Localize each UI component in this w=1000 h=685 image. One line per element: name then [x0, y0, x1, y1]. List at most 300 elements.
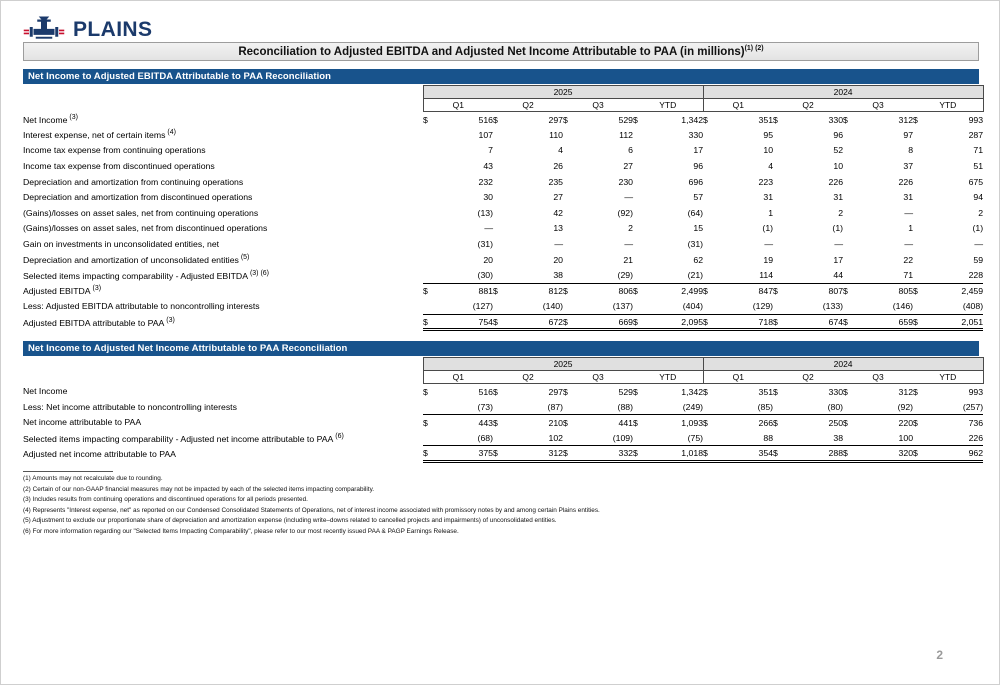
cell-value: 114: [759, 269, 774, 280]
cell-value: 17: [833, 254, 844, 265]
cell-value: 805: [859, 283, 913, 299]
currency-symbol: [843, 174, 859, 190]
cell-value: —: [484, 223, 493, 234]
currency-symbol: [563, 158, 579, 174]
cell-value: 1,018: [649, 446, 703, 462]
cell-value: 674: [789, 314, 843, 330]
currency-symbol: [493, 174, 509, 190]
cell-value: 13: [553, 223, 563, 234]
header-spacer: [23, 86, 423, 99]
currency-symbol: [773, 174, 789, 190]
currency-symbol: $: [773, 283, 789, 299]
cell-value: 51: [973, 161, 984, 172]
currency-symbol: $: [563, 283, 579, 299]
currency-symbol: [633, 205, 649, 221]
cell-value: 330: [688, 129, 704, 140]
currency-symbol: [423, 399, 439, 415]
currency-symbol: $: [633, 283, 649, 299]
cell-value: (73): [477, 401, 493, 412]
currency-symbol: [633, 252, 649, 268]
table-row: [23, 189, 983, 205]
currency-symbol: [913, 221, 929, 237]
cell-value: 443: [439, 415, 493, 431]
cell-value: 19: [763, 254, 774, 265]
cell-value: —: [554, 239, 563, 250]
column-header-q3-2025: Q3: [563, 99, 633, 112]
header-spacer: [23, 358, 423, 371]
cell-value: (127): [472, 301, 493, 312]
row-label: Net Income $^{(3)}$: [23, 113, 78, 125]
cell-value: (30): [477, 269, 493, 280]
cell-value: 228: [968, 269, 984, 280]
currency-symbol: $: [423, 415, 439, 431]
cell-value: (1): [972, 223, 984, 234]
cell-value: 21: [623, 254, 633, 265]
currency-symbol: [773, 205, 789, 221]
currency-symbol: $: [423, 446, 439, 462]
currency-symbol: [423, 430, 439, 446]
row-label: Interest expense, net of certain items $^{(4)}$: [23, 129, 176, 141]
brand-name: PLAINS: [73, 18, 153, 41]
cell-value: 2,095: [649, 314, 703, 330]
cell-value: 107: [478, 129, 493, 140]
currency-symbol: [773, 189, 789, 205]
currency-symbol: [843, 221, 859, 237]
row-label: Net Income: [23, 386, 68, 397]
table-row: [23, 158, 983, 174]
row-label-footnote-mark: (3): [90, 285, 102, 293]
table-row: [23, 399, 983, 415]
cell-value: 516: [478, 386, 493, 397]
cell-value: 1,342: [681, 114, 704, 125]
section-header-ebitda: [23, 69, 979, 84]
cell-value: 38: [833, 432, 844, 443]
table-row: [23, 174, 983, 190]
currency-symbol: [773, 127, 789, 143]
currency-symbol: [843, 299, 859, 315]
currency-symbol: [773, 158, 789, 174]
currency-symbol: $: [563, 446, 579, 462]
footnote-item: (3) Includes results from continuing operations and discontinued operations for all periods presented.: [23, 496, 308, 504]
currency-symbol: [703, 236, 719, 252]
page-number: 2: [936, 648, 943, 662]
cell-value: 31: [763, 192, 774, 203]
currency-symbol: [843, 205, 859, 221]
cell-value: —: [834, 239, 844, 250]
cell-value: 20: [483, 254, 493, 265]
cell-value: (137): [612, 301, 633, 312]
currency-symbol: [423, 158, 439, 174]
cell-value: 659: [859, 314, 913, 330]
currency-symbol: [423, 143, 439, 159]
column-header-q2-2024: Q2: [773, 371, 843, 384]
cell-value: 42: [553, 207, 563, 218]
cell-value: 806: [579, 283, 633, 299]
currency-symbol: $: [423, 314, 439, 330]
currency-symbol: [913, 189, 929, 205]
table-row: [23, 314, 983, 330]
table-row: [23, 384, 983, 400]
cell-value: 62: [693, 254, 704, 265]
row-label-footnote-mark: (6): [333, 432, 344, 440]
cell-value: (109): [612, 432, 633, 443]
currency-symbol: [913, 267, 929, 283]
currency-symbol: [633, 189, 649, 205]
row-label: Income tax expense from discontinued operations: [23, 161, 215, 172]
currency-symbol: $: [493, 114, 498, 125]
currency-symbol: $: [913, 114, 918, 125]
row-label: Income tax expense from continuing operations: [23, 145, 206, 156]
cell-value: (13): [477, 207, 493, 218]
currency-symbol: [633, 158, 649, 174]
title-footnote-marks: (1) (2): [744, 45, 764, 53]
footnotes-block: [23, 471, 853, 537]
currency-symbol: $: [703, 415, 719, 431]
column-header-q1-2025: Q1: [423, 371, 493, 384]
footnote-item: (5) Adjustment to exclude our proportionate share of depreciation and amortization expense (including write–downs related to cancelled projects and impairments) of unconsolidated entities.: [23, 517, 557, 525]
cell-value: (68): [477, 432, 493, 443]
cell-value: 2: [838, 207, 844, 218]
cell-value: 96: [833, 129, 844, 140]
cell-value: 312: [509, 446, 563, 462]
row-label: Depreciation and amortization from discontinued operations: [23, 192, 253, 203]
currency-symbol: $: [703, 114, 708, 125]
cell-value: —: [764, 239, 774, 250]
currency-symbol: [703, 252, 719, 268]
row-label: Depreciation and amortization from continuing operations: [23, 176, 244, 187]
currency-symbol: [493, 189, 509, 205]
row-label: Adjusted EBITDA attributable to PAA $^{(3)}$: [23, 316, 175, 328]
column-header-q2-2025: Q2: [493, 99, 563, 112]
column-header-q3-2024: Q3: [843, 371, 913, 384]
cell-value: 669: [579, 314, 633, 330]
currency-symbol: $: [843, 314, 859, 330]
currency-symbol: [913, 236, 929, 252]
cell-value: 718: [719, 314, 773, 330]
currency-symbol: [913, 430, 929, 446]
cell-value: 675: [968, 176, 984, 187]
cell-value: (257): [962, 401, 984, 412]
currency-symbol: [493, 205, 509, 221]
table-row: [23, 205, 983, 221]
currency-symbol: [843, 267, 859, 283]
currency-symbol: [493, 143, 509, 159]
cell-value: (249): [682, 401, 704, 412]
currency-symbol: [493, 430, 509, 446]
cell-value: 10: [833, 161, 844, 172]
currency-symbol: [773, 236, 789, 252]
currency-symbol: [563, 143, 579, 159]
cell-value: 441: [579, 415, 633, 431]
year-group-header-row: [23, 358, 983, 371]
cell-value: 1,093: [649, 415, 703, 431]
currency-symbol: $: [843, 283, 859, 299]
currency-symbol: [563, 236, 579, 252]
table-row: [23, 236, 983, 252]
currency-symbol: [773, 143, 789, 159]
currency-symbol: $: [703, 314, 719, 330]
currency-symbol: $: [773, 114, 778, 125]
cell-value: 250: [789, 415, 843, 431]
cell-value: 516: [478, 114, 493, 125]
currency-symbol: [913, 252, 929, 268]
cell-value: (75): [687, 432, 704, 443]
currency-symbol: [423, 205, 439, 221]
column-header-q2-2024: Q2: [773, 99, 843, 112]
cell-value: 17: [693, 145, 704, 156]
cell-value: 223: [758, 176, 774, 187]
cell-value: 95: [763, 129, 774, 140]
cell-value: 993: [968, 114, 984, 125]
cell-value: (21): [687, 269, 704, 280]
row-label: (Gains)/losses on asset sales, net from discontinued operations: [23, 223, 268, 234]
cell-value: 287: [968, 129, 984, 140]
currency-symbol: [843, 399, 859, 415]
cell-value: 312: [898, 114, 914, 125]
currency-symbol: $: [843, 114, 848, 125]
currency-symbol: $: [493, 415, 509, 431]
cell-value: (85): [757, 401, 774, 412]
cell-value: (31): [477, 239, 493, 250]
cell-value: 232: [478, 176, 493, 187]
cell-value: 351: [758, 386, 774, 397]
row-label-footnote-mark: (4): [165, 129, 176, 137]
column-header-ytd-2025: YTD: [633, 99, 703, 112]
row-label-footnote-mark: (3): [67, 113, 78, 121]
cell-value: 312: [898, 386, 914, 397]
currency-symbol: $: [913, 314, 929, 330]
cell-value: (88): [617, 401, 633, 412]
year-group-2025: 2025: [423, 86, 703, 99]
ebitda-table-body: [23, 112, 983, 330]
page-title: Reconciliation to Adjusted EBITDA and Adjusted Net Income Attributable to PAA (in millions)$^{(1) (2)}$: [238, 45, 764, 58]
table-row: [23, 267, 983, 283]
cell-value: 330: [828, 114, 844, 125]
currency-symbol: [843, 236, 859, 252]
currency-symbol: [773, 299, 789, 315]
column-header-ytd-2024: YTD: [913, 371, 983, 384]
table-row: [23, 283, 983, 299]
table-row: [23, 127, 983, 143]
cell-value: 52: [833, 145, 844, 156]
currency-symbol: $: [773, 386, 778, 397]
currency-symbol: [493, 158, 509, 174]
currency-symbol: $: [633, 114, 638, 125]
cell-value: 44: [833, 269, 844, 280]
cell-value: 2: [628, 223, 633, 234]
row-label: Net income attributable to PAA: [23, 417, 142, 428]
currency-symbol: [703, 399, 719, 415]
cell-value: 230: [618, 176, 633, 187]
cell-value: 96: [693, 161, 704, 172]
cell-value: 37: [903, 161, 914, 172]
cell-value: (129): [752, 301, 774, 312]
currency-symbol: [633, 399, 649, 415]
currency-symbol: [633, 430, 649, 446]
cell-value: 6: [628, 145, 633, 156]
cell-value: 297: [548, 386, 563, 397]
cell-value: 962: [929, 446, 983, 462]
cell-value: 332: [579, 446, 633, 462]
currency-symbol: [703, 221, 719, 237]
cell-value: 8: [908, 145, 914, 156]
year-group-2025: 2025: [423, 358, 703, 371]
cell-value: (140): [542, 301, 563, 312]
cell-value: 22: [903, 254, 914, 265]
cell-value: (92): [897, 401, 914, 412]
cell-value: 2,459: [929, 283, 983, 299]
currency-symbol: $: [493, 283, 509, 299]
period-header-row: [23, 371, 983, 384]
column-header-q1-2025: Q1: [423, 99, 493, 112]
cell-value: 112: [619, 129, 633, 140]
currency-symbol: [423, 299, 439, 315]
cell-value: (404): [682, 301, 704, 312]
cell-value: —: [974, 239, 984, 250]
currency-symbol: [633, 221, 649, 237]
table-row: [23, 446, 983, 462]
currency-symbol: [703, 205, 719, 221]
currency-symbol: [773, 267, 789, 283]
currency-symbol: [913, 205, 929, 221]
currency-symbol: [843, 127, 859, 143]
currency-symbol: [843, 158, 859, 174]
cell-value: 7: [488, 145, 493, 156]
currency-symbol: [423, 174, 439, 190]
header-spacer: [23, 371, 423, 384]
column-header-q3-2025: Q3: [563, 371, 633, 384]
cell-value: 754: [439, 314, 493, 330]
row-label-footnote-mark: (3): [164, 316, 175, 324]
netincome-table-body: [23, 384, 983, 462]
currency-symbol: $: [773, 446, 789, 462]
column-header-q2-2025: Q2: [493, 371, 563, 384]
year-group-2024: 2024: [703, 358, 983, 371]
currency-symbol: [773, 252, 789, 268]
cell-value: 57: [693, 192, 704, 203]
cell-value: 210: [509, 415, 563, 431]
row-label: Less: Adjusted EBITDA attributable to noncontrolling interests: [23, 301, 260, 312]
row-label: Less: Net income attributable to noncontrolling interests: [23, 401, 237, 412]
page-title-bar: [23, 42, 979, 61]
cell-value: (1): [832, 223, 844, 234]
currency-symbol: [423, 252, 439, 268]
currency-symbol: [563, 205, 579, 221]
table-row: [23, 143, 983, 159]
currency-symbol: [703, 143, 719, 159]
cell-value: 43: [483, 161, 493, 172]
table-row: [23, 415, 983, 431]
currency-symbol: [843, 430, 859, 446]
footnote-item: (6) For more information regarding our "Selected Items Impacting Comparability", please refer to our most recently issued PAA & PAGP Earnings Release.: [23, 527, 459, 535]
currency-symbol: [633, 143, 649, 159]
cell-value: 881: [439, 283, 493, 299]
currency-symbol: [423, 267, 439, 283]
footnote-divider: [23, 471, 113, 472]
row-label: Gain on investments in unconsolidated entities, net: [23, 239, 220, 250]
pipeline-valve-icon: [23, 15, 65, 45]
currency-symbol: [703, 189, 719, 205]
cell-value: 94: [973, 192, 984, 203]
column-header-q1-2024: Q1: [703, 371, 773, 384]
currency-symbol: $: [563, 415, 579, 431]
cell-value: 320: [859, 446, 913, 462]
currency-symbol: $: [493, 446, 509, 462]
currency-symbol: [703, 299, 719, 315]
footnote-item: (2) Certain of our non-GAAP financial measures may not be impacted by each of the selected items impacting comparability.: [23, 485, 375, 493]
column-header-ytd-2025: YTD: [633, 371, 703, 384]
cell-value: 226: [968, 432, 984, 443]
footnote-item: (4) Represents "Interest expense, net" as reported on our Condensed Consolidated Statements of Operations, net of interest income associated with promissory notes by and among certain Plains entities.: [23, 506, 600, 514]
currency-symbol: [633, 267, 649, 283]
net-income-reconciliation-table: [23, 357, 984, 463]
currency-symbol: $: [773, 314, 789, 330]
row-label: Adjusted net income attributable to PAA: [23, 448, 176, 459]
currency-symbol: [563, 267, 579, 283]
cell-value: —: [904, 207, 914, 218]
currency-symbol: [493, 221, 509, 237]
currency-symbol: [913, 158, 929, 174]
currency-symbol: $: [843, 415, 859, 431]
currency-symbol: [563, 127, 579, 143]
currency-symbol: [913, 299, 929, 315]
cell-value: (408): [962, 301, 984, 312]
cell-value: 288: [789, 446, 843, 462]
currency-symbol: $: [563, 386, 568, 397]
currency-symbol: $: [843, 446, 859, 462]
cell-value: 812: [509, 283, 563, 299]
table-row: [23, 252, 983, 268]
cell-value: 31: [833, 192, 844, 203]
currency-symbol: $: [913, 283, 929, 299]
footnote-item: (1) Amounts may not recalculate due to rounding.: [23, 475, 163, 482]
ebitda-reconciliation-table: [23, 85, 984, 331]
currency-symbol: [493, 299, 509, 315]
cell-value: 297: [548, 114, 563, 125]
currency-symbol: [423, 236, 439, 252]
footnote-list: [23, 474, 853, 537]
cell-value: 375: [439, 446, 493, 462]
currency-symbol: [773, 399, 789, 415]
cell-value: 20: [553, 254, 563, 265]
currency-symbol: [493, 267, 509, 283]
cell-value: 10: [763, 145, 774, 156]
cell-value: 102: [548, 432, 563, 443]
currency-symbol: $: [633, 415, 649, 431]
currency-symbol: [493, 127, 509, 143]
cell-value: (92): [617, 207, 633, 218]
cell-value: 4: [768, 161, 774, 172]
currency-symbol: $: [703, 386, 708, 397]
cell-value: 220: [859, 415, 913, 431]
cell-value: 2,499: [649, 283, 703, 299]
cell-value: (87): [547, 401, 563, 412]
currency-symbol: [563, 174, 579, 190]
currency-symbol: [563, 299, 579, 315]
currency-symbol: [703, 127, 719, 143]
currency-symbol: [563, 430, 579, 446]
row-label: Selected items impacting comparability - Adjusted EBITDA $^{(3) (6)}$: [23, 269, 270, 281]
currency-symbol: $: [423, 114, 428, 125]
currency-symbol: [563, 189, 579, 205]
cell-value: 15: [693, 223, 704, 234]
year-group-header-row: [23, 86, 983, 99]
currency-symbol: [493, 252, 509, 268]
currency-symbol: $: [703, 283, 719, 299]
currency-symbol: $: [773, 415, 789, 431]
cell-value: 2: [978, 207, 984, 218]
cell-value: 847: [719, 283, 773, 299]
